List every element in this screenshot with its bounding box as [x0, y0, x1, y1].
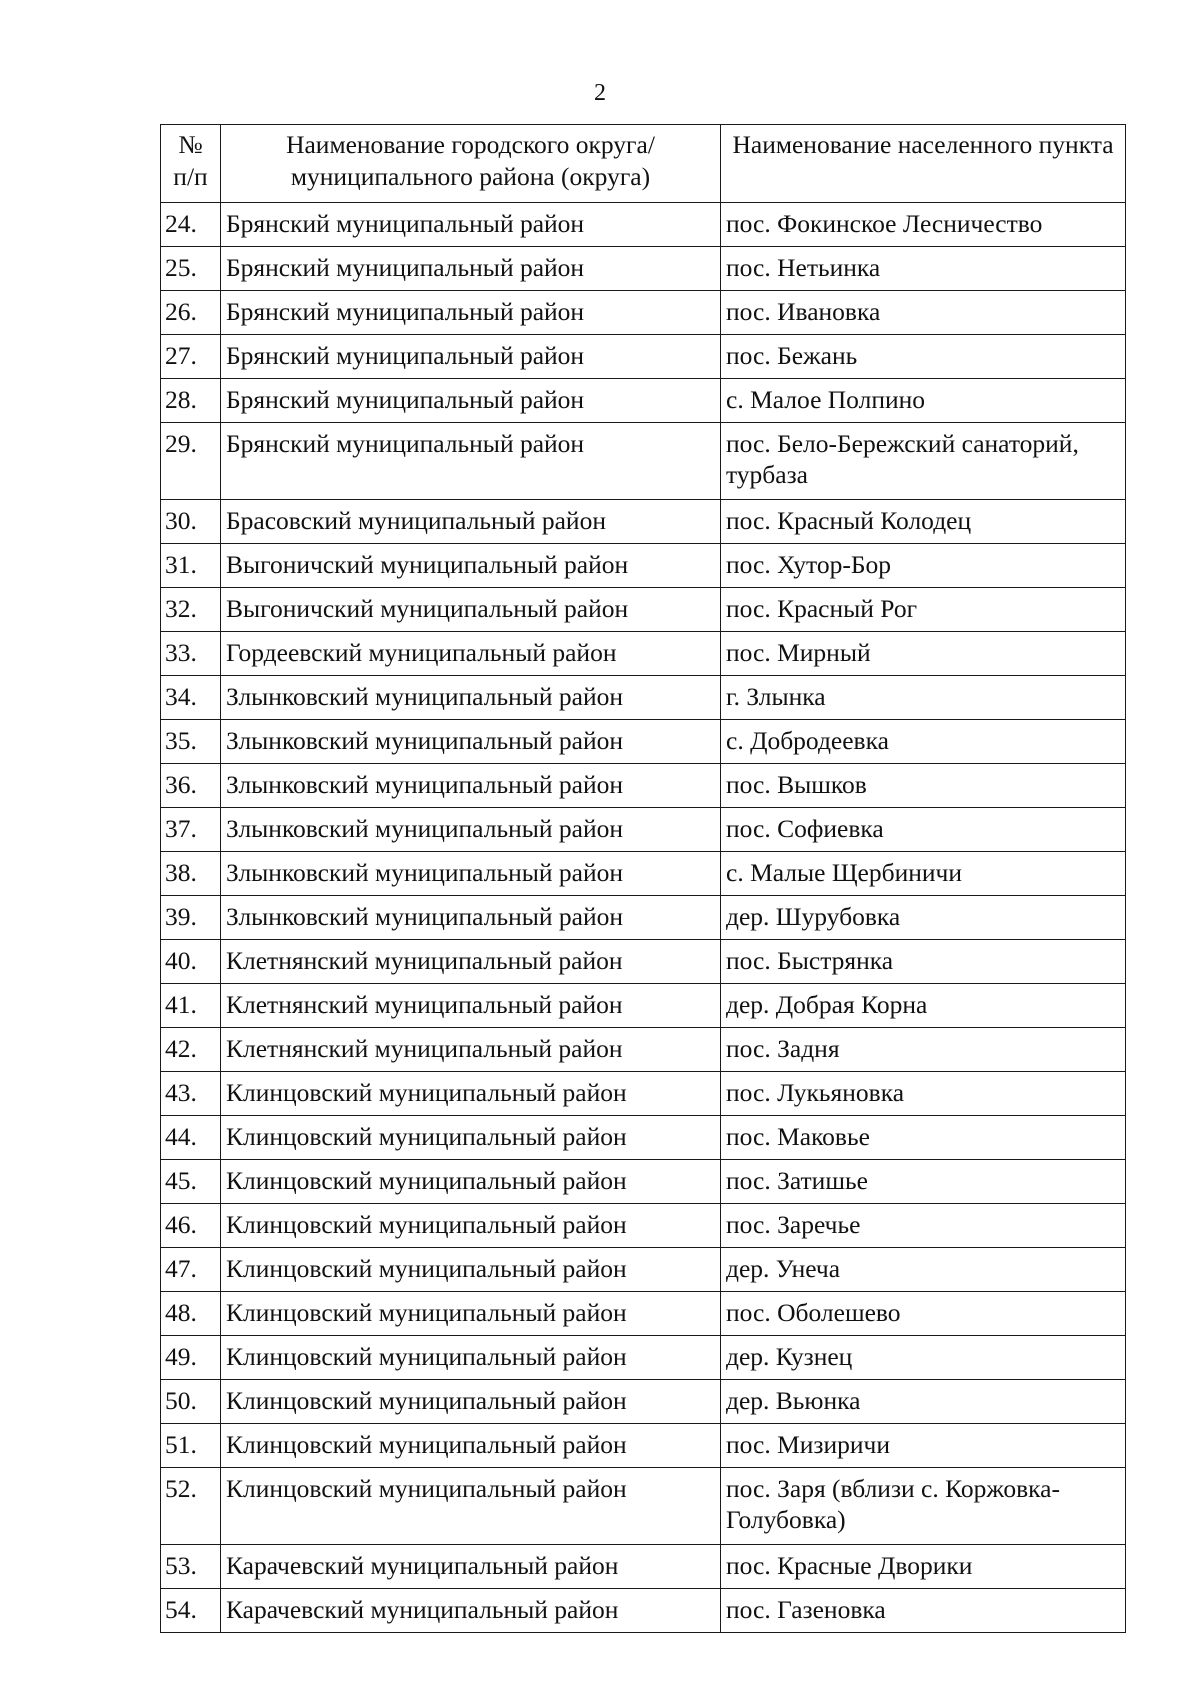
table-row	[161, 379, 1126, 423]
district-name: Брянский муниципальный район	[221, 335, 721, 379]
row-number: 28.	[161, 379, 221, 423]
row-number: 45.	[161, 1160, 221, 1204]
settlement-name: пос. Лукьяновка	[721, 1072, 1126, 1116]
district-name: Злынковский муниципальный район	[221, 808, 721, 852]
settlement-name: пос. Вышков	[721, 764, 1126, 808]
row-number: 43.	[161, 1072, 221, 1116]
header-number: № п/п	[161, 125, 221, 203]
row-number: 30.	[161, 500, 221, 544]
district-name: Злынковский муниципальный район	[221, 676, 721, 720]
table-row	[161, 676, 1126, 720]
district-name: Карачевский муниципальный район	[221, 1589, 721, 1633]
settlement-name: пос. Бежань	[721, 335, 1126, 379]
table-row	[161, 500, 1126, 544]
settlement-name: пос. Мизиричи	[721, 1424, 1126, 1468]
settlement-name: пос. Красный Колодец	[721, 500, 1126, 544]
table-row	[161, 291, 1126, 335]
district-name: Злынковский муниципальный район	[221, 852, 721, 896]
table-row	[161, 335, 1126, 379]
table-row	[161, 764, 1126, 808]
settlement-name: пос. Оболешево	[721, 1292, 1126, 1336]
table-row	[161, 203, 1126, 247]
district-name: Злынковский муниципальный район	[221, 896, 721, 940]
table-row	[161, 1248, 1126, 1292]
district-name: Клетнянский муниципальный район	[221, 1028, 721, 1072]
district-name: Клинцовский муниципальный район	[221, 1292, 721, 1336]
settlement-name: дер. Вьюнка	[721, 1380, 1126, 1424]
header-district: Наименование городского округа/ муниципального района (округа)	[221, 125, 721, 203]
row-number: 48.	[161, 1292, 221, 1336]
table-row	[161, 544, 1126, 588]
district-name: Брасовский муниципальный район	[221, 500, 721, 544]
row-number: 47.	[161, 1248, 221, 1292]
table-row	[161, 1160, 1126, 1204]
row-number: 52.	[161, 1468, 221, 1545]
table-header	[161, 125, 1126, 203]
table-row	[161, 1468, 1126, 1545]
table-row	[161, 1072, 1126, 1116]
district-name: Брянский муниципальный район	[221, 203, 721, 247]
row-number: 44.	[161, 1116, 221, 1160]
row-number: 50.	[161, 1380, 221, 1424]
table-body	[161, 203, 1126, 1633]
table-row	[161, 247, 1126, 291]
table-row	[161, 808, 1126, 852]
row-number: 54.	[161, 1589, 221, 1633]
table-row	[161, 1028, 1126, 1072]
settlement-name: пос. Маковье	[721, 1116, 1126, 1160]
header-settlement: Наименование населенного пункта	[721, 125, 1126, 203]
table-row	[161, 1589, 1126, 1633]
settlement-name: дер. Шурубовка	[721, 896, 1126, 940]
district-name: Брянский муниципальный район	[221, 423, 721, 500]
district-name: Клинцовский муниципальный район	[221, 1248, 721, 1292]
settlement-name: пос. Хутор-Бор	[721, 544, 1126, 588]
settlement-name: пос. Красные Дворики	[721, 1545, 1126, 1589]
district-name: Клинцовский муниципальный район	[221, 1160, 721, 1204]
row-number: 24.	[161, 203, 221, 247]
settlement-name: пос. Газеновка	[721, 1589, 1126, 1633]
district-name: Клинцовский муниципальный район	[221, 1336, 721, 1380]
district-name: Брянский муниципальный район	[221, 379, 721, 423]
settlement-name: пос. Софиевка	[721, 808, 1126, 852]
row-number: 41.	[161, 984, 221, 1028]
row-number: 39.	[161, 896, 221, 940]
row-number: 29.	[161, 423, 221, 500]
settlement-name: г. Злынка	[721, 676, 1126, 720]
settlement-name: дер. Кузнец	[721, 1336, 1126, 1380]
table-row	[161, 1545, 1126, 1589]
settlement-name: пос. Бело-Бережский санаторий, турбаза	[721, 423, 1126, 500]
settlement-name: пос. Заря (вблизи с. Коржовка-Голубовка)	[721, 1468, 1126, 1545]
row-number: 36.	[161, 764, 221, 808]
row-number: 53.	[161, 1545, 221, 1589]
row-number: 46.	[161, 1204, 221, 1248]
table-row	[161, 1292, 1126, 1336]
settlement-name: дер. Добрая Корна	[721, 984, 1126, 1028]
row-number: 33.	[161, 632, 221, 676]
settlement-name: с. Малые Щербиничи	[721, 852, 1126, 896]
row-number: 42.	[161, 1028, 221, 1072]
district-name: Клинцовский муниципальный район	[221, 1380, 721, 1424]
district-name: Карачевский муниципальный район	[221, 1545, 721, 1589]
row-number: 31.	[161, 544, 221, 588]
settlement-name: пос. Красный Рог	[721, 588, 1126, 632]
table-row	[161, 1380, 1126, 1424]
row-number: 35.	[161, 720, 221, 764]
district-name: Злынковский муниципальный район	[221, 764, 721, 808]
table-row	[161, 852, 1126, 896]
settlement-name: пос. Заречье	[721, 1204, 1126, 1248]
table-row	[161, 1424, 1126, 1468]
header-row	[161, 125, 1126, 203]
district-name: Клинцовский муниципальный район	[221, 1116, 721, 1160]
row-number: 32.	[161, 588, 221, 632]
table-row	[161, 720, 1126, 764]
table-row	[161, 1116, 1126, 1160]
district-name: Клетнянский муниципальный район	[221, 940, 721, 984]
row-number: 34.	[161, 676, 221, 720]
district-name: Клинцовский муниципальный район	[221, 1072, 721, 1116]
page-number: 2	[594, 80, 606, 106]
settlement-name: пос. Мирный	[721, 632, 1126, 676]
settlement-name: пос. Быстрянка	[721, 940, 1126, 984]
row-number: 26.	[161, 291, 221, 335]
table-row	[161, 1204, 1126, 1248]
settlement-name: с. Малое Полпино	[721, 379, 1126, 423]
settlement-name: пос. Затишье	[721, 1160, 1126, 1204]
row-number: 38.	[161, 852, 221, 896]
row-number: 49.	[161, 1336, 221, 1380]
district-name: Клинцовский муниципальный район	[221, 1204, 721, 1248]
district-name: Клетнянский муниципальный район	[221, 984, 721, 1028]
table-row	[161, 940, 1126, 984]
table-row	[161, 632, 1126, 676]
district-name: Клинцовский муниципальный район	[221, 1468, 721, 1545]
row-number: 40.	[161, 940, 221, 984]
settlement-name: с. Добродеевка	[721, 720, 1126, 764]
settlement-name: пос. Фокинское Лесничество	[721, 203, 1126, 247]
table-row	[161, 588, 1126, 632]
district-name: Выгоничский муниципальный район	[221, 588, 721, 632]
table-row	[161, 984, 1126, 1028]
table-row	[161, 423, 1126, 500]
table-row	[161, 1336, 1126, 1380]
settlement-name: пос. Нетьинка	[721, 247, 1126, 291]
table-row	[161, 896, 1126, 940]
settlements-table	[160, 124, 1126, 1633]
row-number: 27.	[161, 335, 221, 379]
district-name: Клинцовский муниципальный район	[221, 1424, 721, 1468]
settlement-name: пос. Ивановка	[721, 291, 1126, 335]
district-name: Гордеевский муниципальный район	[221, 632, 721, 676]
row-number: 37.	[161, 808, 221, 852]
district-name: Выгоничский муниципальный район	[221, 544, 721, 588]
district-name: Брянский муниципальный район	[221, 247, 721, 291]
district-name: Брянский муниципальный район	[221, 291, 721, 335]
settlement-name: пос. Задня	[721, 1028, 1126, 1072]
district-name: Злынковский муниципальный район	[221, 720, 721, 764]
row-number: 51.	[161, 1424, 221, 1468]
row-number: 25.	[161, 247, 221, 291]
settlement-name: дер. Унеча	[721, 1248, 1126, 1292]
